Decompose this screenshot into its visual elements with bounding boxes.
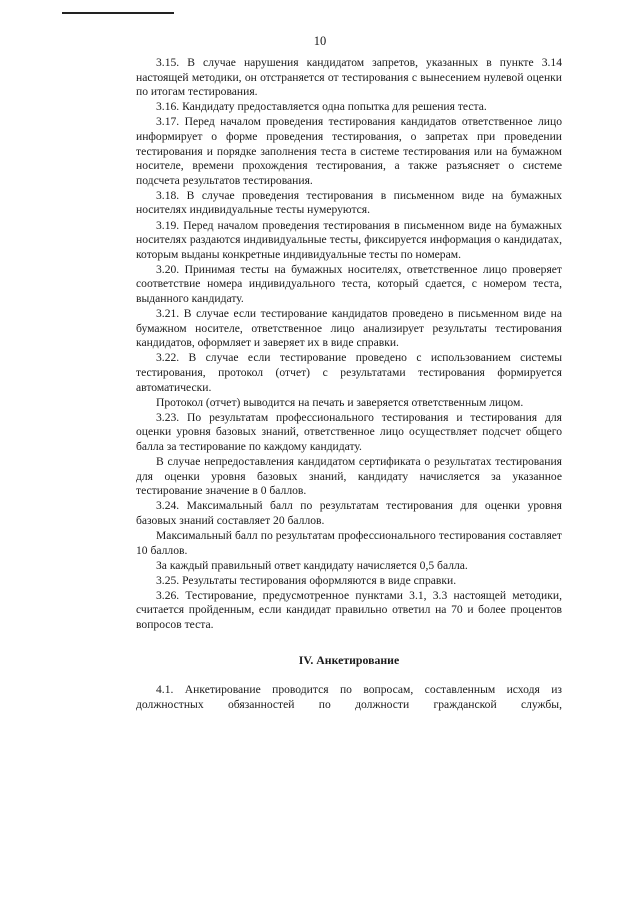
paragraph-3-16: 3.16. Кандидату предоставляется одна попытка для решения теста. bbox=[156, 100, 487, 114]
section-heading: IV. Анкетирование bbox=[298, 652, 400, 667]
paragraph-3-18: 3.18. В случае проведения тестирования в письменном виде на бумажных носителях индивидуальные тесты нумеруются. bbox=[136, 188, 562, 217]
paragraph-3-15: 3.15. В случае нарушения кандидатом запретов, указанных в пункте 3.14 настоящей методики, он отстраняется от тестирования с вынесением нулевой оценки по итогам тестирования. bbox=[136, 56, 562, 99]
paragraph-3-20: 3.20. Принимая тесты на бумажных носителях, ответственное лицо проверяет соответствие номера индивидуального теста, который сдается, с номером теста, выданного кандидату. bbox=[136, 262, 562, 305]
paragraph-points-per-answer: За каждый правильный ответ кандидату начисляется 0,5 балла. bbox=[156, 558, 468, 572]
paragraph-protocol: Протокол (отчет) выводится на печать и заверяется ответственным лицом. bbox=[156, 395, 524, 409]
paragraph-3-26: 3.26. Тестирование, предусмотренное пунктами 3.1, 3.3 настоящей методики, считается пройденным, если кандидат правильно ответил на 70 и более процентов вопросов теста. bbox=[136, 588, 562, 632]
page-number: 10 bbox=[313, 34, 327, 48]
paragraph-4-1: 4.1. Анкетирование проводится по вопросам, составленным исходя из должностных обязанностей по должности гражданской службы, bbox=[136, 683, 562, 711]
paragraph-3-25: 3.25. Результаты тестирования оформляются в виде справки. bbox=[156, 573, 457, 587]
paragraph-3-22: 3.22. В случае если тестирование проведено с использованием системы тестирования, протокол (отчет) с результатами тестирования формируется автоматически. bbox=[136, 351, 562, 394]
paragraph-3-21: 3.21. В случае если тестирование кандидатов проведено в письменном виде на бумажном носителе, ответственное лицо анализирует результаты тестирования кандидатов, оформляет и заверяет их в виде справки. bbox=[136, 307, 562, 350]
scan-artifact-line bbox=[62, 12, 174, 14]
document-body bbox=[136, 56, 562, 713]
paragraph-3-24: 3.24. Максимальный балл по результатам тестирования для оценки уровня базовых знаний составляет 20 баллов. bbox=[136, 499, 562, 527]
paragraph-3-17: 3.17. Перед началом проведения тестирования кандидатов ответственное лицо информирует о форме проведения тестирования, о запретах при проведении тестирования и порядке заполнения теста в системе тестирования или на бумажном носителе, времени прохождения тестирования, а также разъясняет о системе подсчета результатов тестирования. bbox=[136, 115, 562, 187]
paragraph-3-19: 3.19. Перед началом проведения тестирования в письменном виде на бумажных носителях раздаются индивидуальные тесты, фиксируется информация о кандидатах, которым выданы конкретные индивидуальные тесты по номерам. bbox=[136, 218, 562, 261]
paragraph-no-certificate: В случае непредоставления кандидатом сертификата о результатах тестирования для оценки уровня базовых знаний, кандидату начисляется за указанное тестирование значение в 0 баллов. bbox=[136, 455, 562, 498]
paragraph-3-23: 3.23. По результатам профессионального тестирования и тестирования для оценки уровня базовых знаний, ответственное лицо осуществляет подсчет общего балла за тестирование по каждому кандидату. bbox=[136, 410, 562, 453]
paragraph-max-professional: Максимальный балл по результатам профессионального тестирования составляет 10 баллов. bbox=[136, 529, 562, 557]
